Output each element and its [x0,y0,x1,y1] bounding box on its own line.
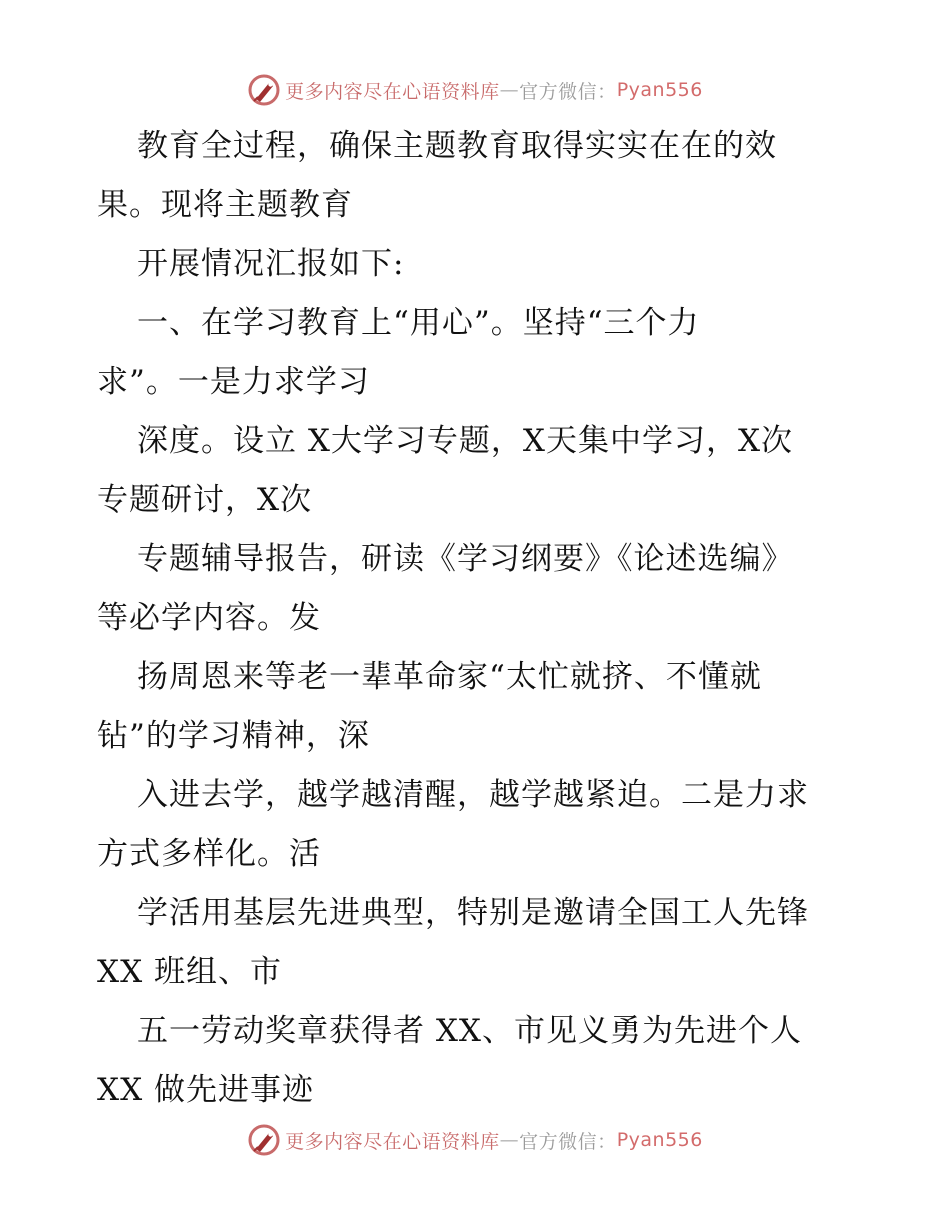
watermark-dash: — [499,79,520,101]
text-line: XX 做先进事迹 [97,1072,314,1108]
watermark-wechat-id: Pyan556 [616,1129,703,1151]
watermark-brand: 更多内容尽在心语资料库 [285,1130,500,1153]
watermark-brand: 更多内容尽在心语资料库 [285,80,500,103]
text-line: 开展情况汇报如下: [137,246,405,282]
watermark-wechat-label: 官方微信： [519,1130,617,1153]
text-line: 钻”的学习精神，深 [97,718,370,754]
fountain-pen-icon [247,73,281,107]
text-line: XX 班组、市 [97,954,282,990]
document-body [0,117,950,1120]
watermark-dash: — [499,1129,520,1151]
footer-watermark [0,1120,950,1160]
text-line: 求”。一是力求学习 [97,364,370,400]
text-line: 专题辅导报告，研读《学习纲要》《论述选编》 [137,541,794,577]
text-line: 五一劳动奖章获得者 XX、市见义勇为先进个人 [137,1013,802,1049]
text-line: 专题研讨，X次 [97,482,313,518]
text-line: 学活用基层先进典型，特别是邀请全国工人先锋 [137,895,809,931]
text-line: 教育全过程，确保主题教育取得实实在在的效 [137,128,777,164]
fountain-pen-icon [247,1123,281,1157]
text-line: 方式多样化。活 [97,836,321,872]
text-line: 入进去学，越学越清醒，越学越紧迫。二是力求 [137,777,809,813]
header-watermark [0,70,950,110]
text-line: 扬周恩来等老一辈革命家“太忙就挤、不懂就 [137,659,762,695]
text-line: 果。现将主题教育 [97,187,353,223]
watermark-wechat-id: Pyan556 [616,79,703,101]
watermark-wechat-label: 官方微信： [519,80,617,103]
text-line: 一、在学习教育上“用心”。坚持“三个力 [137,305,700,341]
text-line: 等必学内容。发 [97,600,321,636]
text-line: 深度。设立 X大学习专题，X天集中学习，X次 [137,423,794,459]
